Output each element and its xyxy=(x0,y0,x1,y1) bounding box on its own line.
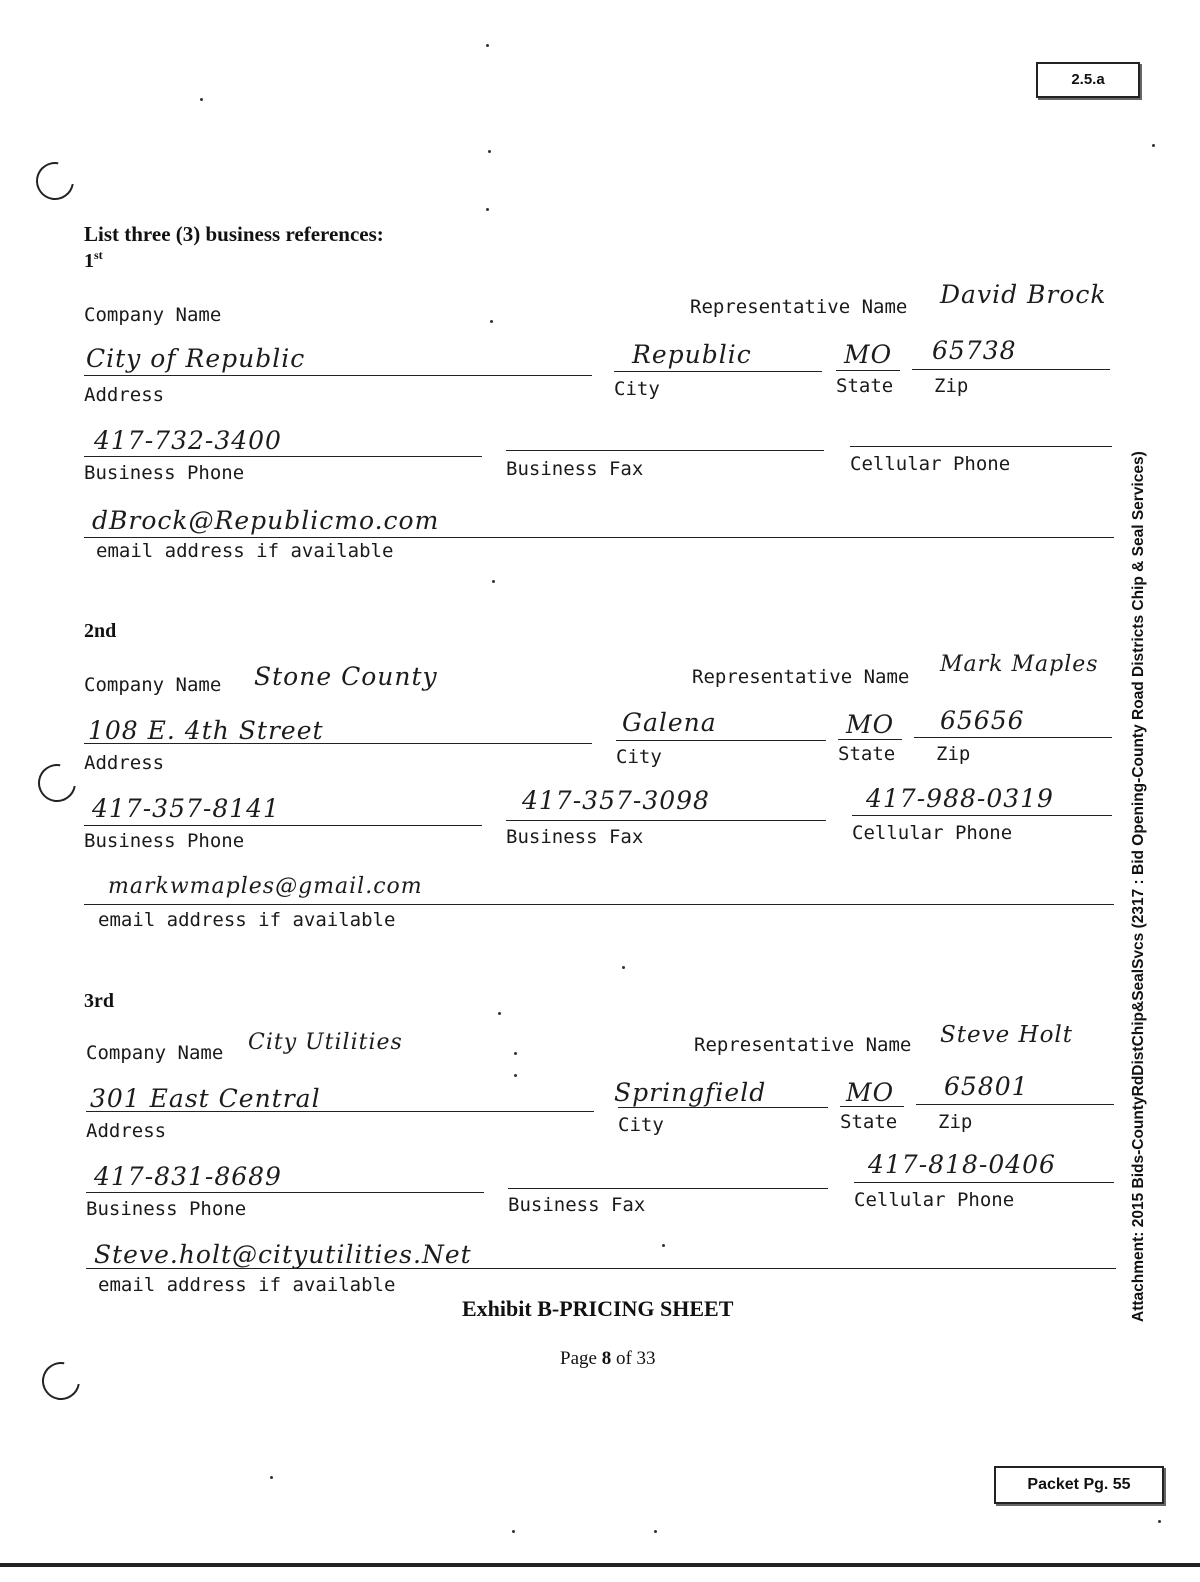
section-heading: List three (3) business references: xyxy=(84,222,384,246)
reference-1-business-fax-label: Business Fax xyxy=(506,458,644,480)
reference-3-state-value[interactable]: MO xyxy=(846,1078,895,1107)
reference-2-city-line xyxy=(616,740,826,741)
reference-1-zip-label: Zip xyxy=(934,375,969,397)
reference-1-representative-value[interactable]: David Brock xyxy=(940,280,1107,309)
reference-2-zip-label: Zip xyxy=(936,743,971,765)
reference-1-business-fax-line xyxy=(506,450,824,451)
scan-speck xyxy=(486,44,489,47)
reference-1-business-phone-value[interactable]: 417-732-3400 xyxy=(94,426,282,455)
attachment-sidebar-text: Attachment: 2015 Bids-CountyRdDistChip&SealSvcs (2317 : Bid Opening-County Road Districts Chip & Seal Services) xyxy=(1130,451,1147,1322)
reference-2-cell-phone-line xyxy=(852,815,1112,816)
punch-hole-top xyxy=(29,155,82,208)
reference-1-email-value[interactable]: dBrock@Republicmo.com xyxy=(92,506,440,535)
reference-2-city-value[interactable]: Galena xyxy=(622,708,717,737)
reference-3-email-label: email address if available xyxy=(98,1274,396,1296)
reference-2-business-fax-value[interactable]: 417-357-3098 xyxy=(522,786,710,815)
reference-2-address-value[interactable]: 108 E. 4th Street xyxy=(88,716,324,745)
punch-hole-middle xyxy=(31,757,84,810)
reference-2-zip-value[interactable]: 65656 xyxy=(940,706,1025,735)
reference-2-state-label: State xyxy=(838,743,896,765)
reference-1-address-value[interactable]: City of Republic xyxy=(86,344,306,373)
reference-1-city-line xyxy=(614,371,822,372)
scan-speck xyxy=(488,150,491,153)
packet-page-tag: Packet Pg. 55 xyxy=(994,1466,1164,1504)
reference-3-business-fax-line xyxy=(508,1188,828,1189)
scan-speck xyxy=(654,1530,657,1533)
reference-3-representative-label: Representative Name xyxy=(694,1034,912,1056)
scan-speck xyxy=(492,580,495,583)
reference-3-cell-phone-line xyxy=(854,1182,1114,1183)
reference-2-address-label: Address xyxy=(84,752,165,774)
bottom-edge-bar xyxy=(0,1563,1200,1567)
scan-speck xyxy=(514,1052,517,1055)
reference-3-company-value[interactable]: City Utilities xyxy=(248,1030,403,1055)
reference-2-email-value[interactable]: markwmaples@gmail.com xyxy=(108,874,423,899)
scan-speck xyxy=(490,320,493,323)
scan-speck xyxy=(662,1244,665,1247)
reference-2-state-value[interactable]: MO xyxy=(846,710,895,739)
reference-1-cell-phone-line xyxy=(850,446,1112,447)
reference-3-cell-phone-value[interactable]: 417-818-0406 xyxy=(868,1150,1056,1179)
reference-3-business-phone-label: Business Phone xyxy=(86,1198,247,1220)
reference-2-business-fax-line xyxy=(506,820,826,821)
page-number: Page 8 of 33 xyxy=(560,1348,656,1369)
reference-2-representative-label: Representative Name xyxy=(692,666,910,688)
reference-3-city-line xyxy=(618,1107,828,1108)
reference-1-state-label: State xyxy=(836,375,894,397)
reference-2-zip-line xyxy=(914,737,1112,738)
scan-speck xyxy=(622,966,625,969)
reference-1-state-line xyxy=(836,370,900,371)
reference-1-email-line xyxy=(84,537,1114,538)
reference-1-zip-line xyxy=(912,369,1110,370)
reference-2-business-phone-line xyxy=(84,825,482,826)
scan-speck xyxy=(200,98,203,101)
scan-speck xyxy=(514,1074,517,1077)
scan-speck xyxy=(1152,144,1155,147)
scan-speck xyxy=(270,1476,273,1479)
reference-1-business-phone-line xyxy=(84,456,482,457)
reference-2-city-label: City xyxy=(616,746,662,768)
reference-2-company-value[interactable]: Stone County xyxy=(254,662,438,691)
scan-speck xyxy=(512,1530,515,1533)
reference-1-state-value[interactable]: MO xyxy=(844,340,893,369)
reference-1-email-label: email address if available xyxy=(96,540,394,562)
reference-1-company-label: Company Name xyxy=(84,304,222,326)
reference-2-business-phone-value[interactable]: 417-357-8141 xyxy=(92,794,280,823)
reference-2-representative-value[interactable]: Mark Maples xyxy=(940,652,1099,677)
reference-3-ordinal: 3rd xyxy=(84,990,114,1012)
reference-2-email-label: email address if available xyxy=(98,909,396,931)
reference-3-city-label: City xyxy=(618,1114,664,1136)
reference-2-business-fax-label: Business Fax xyxy=(506,826,644,848)
reference-3-address-value[interactable]: 301 East Central xyxy=(90,1084,321,1113)
punch-hole-bottom xyxy=(35,1355,88,1408)
reference-3-city-value[interactable]: Springfield xyxy=(614,1078,767,1107)
reference-1-business-phone-label: Business Phone xyxy=(84,462,245,484)
reference-1-cell-phone-label: Cellular Phone xyxy=(850,453,1011,475)
reference-2-address-line xyxy=(84,743,592,744)
reference-3-representative-value[interactable]: Steve Holt xyxy=(940,1022,1074,1048)
reference-2-company-label: Company Name xyxy=(84,674,222,696)
scan-speck xyxy=(486,208,489,211)
reference-3-zip-label: Zip xyxy=(938,1111,973,1133)
reference-1-address-label: Address xyxy=(84,384,165,406)
reference-1-address-line xyxy=(84,375,592,376)
reference-3-state-line xyxy=(840,1106,904,1107)
reference-1-zip-value[interactable]: 65738 xyxy=(932,336,1017,365)
header-tag: 2.5.a xyxy=(1036,62,1140,98)
reference-1-ordinal: 1st xyxy=(84,248,103,272)
reference-3-business-phone-line xyxy=(86,1192,484,1193)
reference-2-cell-phone-label: Cellular Phone xyxy=(852,822,1013,844)
scan-speck xyxy=(498,1012,501,1015)
reference-3-business-fax-label: Business Fax xyxy=(508,1194,646,1216)
reference-1-city-value[interactable]: Republic xyxy=(632,340,752,369)
reference-3-address-label: Address xyxy=(86,1120,167,1142)
reference-1-city-label: City xyxy=(614,378,660,400)
reference-3-zip-line xyxy=(916,1104,1114,1105)
reference-3-business-phone-value[interactable]: 417-831-8689 xyxy=(94,1162,282,1191)
scan-speck xyxy=(1158,1520,1161,1523)
reference-3-email-line xyxy=(86,1268,1116,1269)
reference-2-state-line xyxy=(838,739,902,740)
reference-3-email-value[interactable]: Steve.holt@cityutilities.Net xyxy=(94,1240,472,1269)
reference-2-email-line xyxy=(84,904,1114,905)
exhibit-title: Exhibit B-PRICING SHEET xyxy=(462,1296,734,1321)
reference-3-cell-phone-label: Cellular Phone xyxy=(854,1189,1015,1211)
reference-3-company-label: Company Name xyxy=(86,1042,224,1064)
reference-2-business-phone-label: Business Phone xyxy=(84,830,245,852)
reference-2-ordinal: 2nd xyxy=(84,620,117,642)
reference-1-representative-label: Representative Name xyxy=(690,296,908,318)
reference-3-address-line xyxy=(86,1111,594,1112)
reference-2-cell-phone-value[interactable]: 417-988-0319 xyxy=(866,784,1054,813)
reference-3-zip-value[interactable]: 65801 xyxy=(944,1072,1029,1101)
reference-3-state-label: State xyxy=(840,1111,898,1133)
